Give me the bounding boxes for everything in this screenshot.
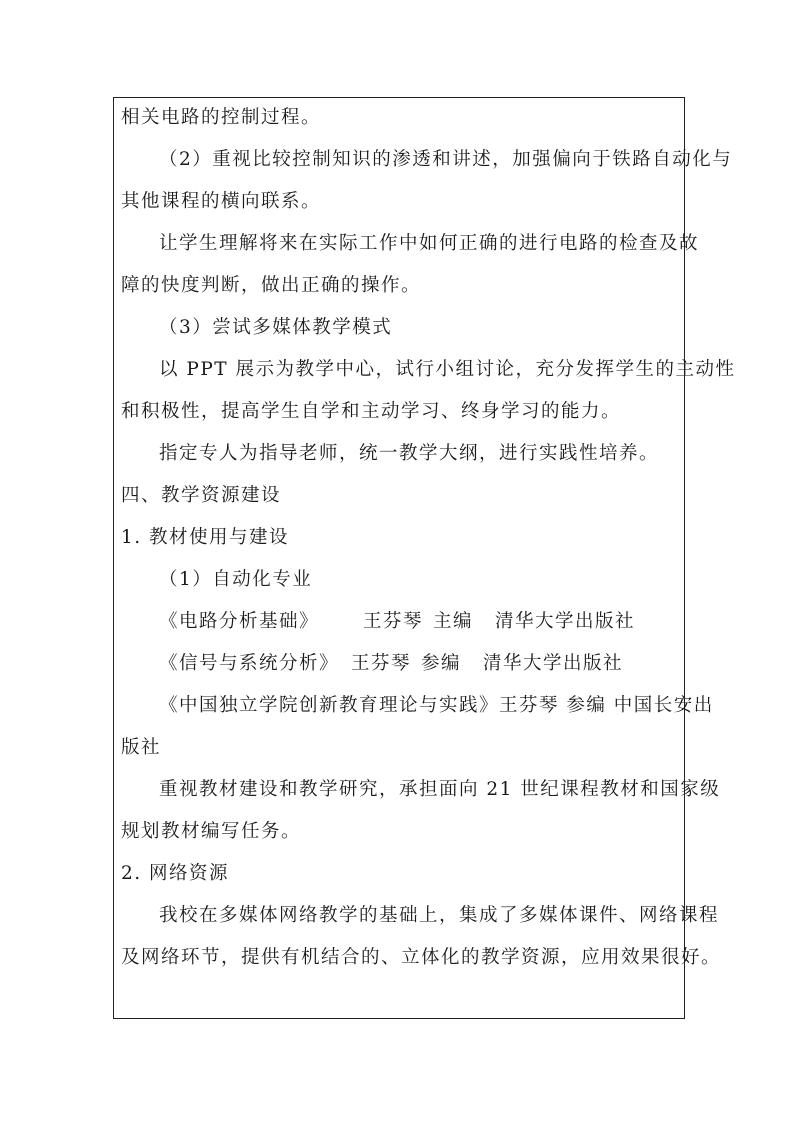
paragraph-line: 指定专人为指导老师，统一教学大纲，进行实践性培养。 bbox=[159, 443, 660, 464]
book-entry: 《中国独立学院创新教育理论与实践》王芬琴 参编 中国长安出 bbox=[159, 695, 714, 716]
paragraph-line: 障的快度判断，做出正确的操作。 bbox=[121, 275, 422, 296]
paragraph-line: 相关电路的控制过程。 bbox=[121, 107, 322, 128]
subheading: （3）尝试多媒体教学模式 bbox=[159, 317, 393, 338]
paragraph-line: 和积极性，提高学生自学和主动学习、终身学习的能力。 bbox=[121, 401, 622, 422]
subsection-heading: 2. 网络资源 bbox=[121, 863, 230, 884]
book-entry bbox=[159, 652, 623, 676]
book-publisher: 清华大学出版社 bbox=[495, 611, 636, 632]
paragraph-line: 以 PPT 展示为教学中心，试行小组讨论，充分发挥学生的主动性 bbox=[159, 359, 736, 380]
book-publisher: 清华大学出版社 bbox=[483, 653, 624, 674]
book-entry bbox=[159, 610, 635, 634]
subheading: （1）自动化专业 bbox=[159, 569, 313, 590]
paragraph-line: 版社 bbox=[121, 737, 162, 758]
paragraph-line: 重视教材建设和教学研究，承担面向 21 世纪课程教材和国家级 bbox=[159, 779, 721, 800]
paragraph-line: （2）重视比较控制知识的渗透和讲述，加强偏向于铁路自动化与 bbox=[159, 149, 733, 170]
paragraph-line: 规划教材编写任务。 bbox=[121, 821, 302, 842]
section-heading: 四、教学资源建设 bbox=[121, 485, 282, 506]
subsection-heading: 1. 教材使用与建设 bbox=[121, 527, 290, 548]
book-author: 王芬琴 bbox=[351, 653, 412, 674]
book-author: 王芬琴 bbox=[363, 611, 424, 632]
paragraph-line: 及网络环节，提供有机结合的、立体化的教学资源，应用效果很好。 bbox=[121, 947, 722, 968]
paragraph-line: 其他课程的横向联系。 bbox=[121, 191, 322, 212]
book-role: 主编 bbox=[433, 611, 474, 632]
book-title: 《信号与系统分析》 bbox=[159, 653, 340, 674]
book-role: 参编 bbox=[421, 653, 462, 674]
book-title: 《电路分析基础》 bbox=[159, 611, 320, 632]
paragraph-line: 让学生理解将来在实际工作中如何正确的进行电路的检查及故 bbox=[159, 233, 700, 254]
paragraph-line: 我校在多媒体网络教学的基础上，集成了多媒体课件、网络课程 bbox=[159, 905, 720, 926]
